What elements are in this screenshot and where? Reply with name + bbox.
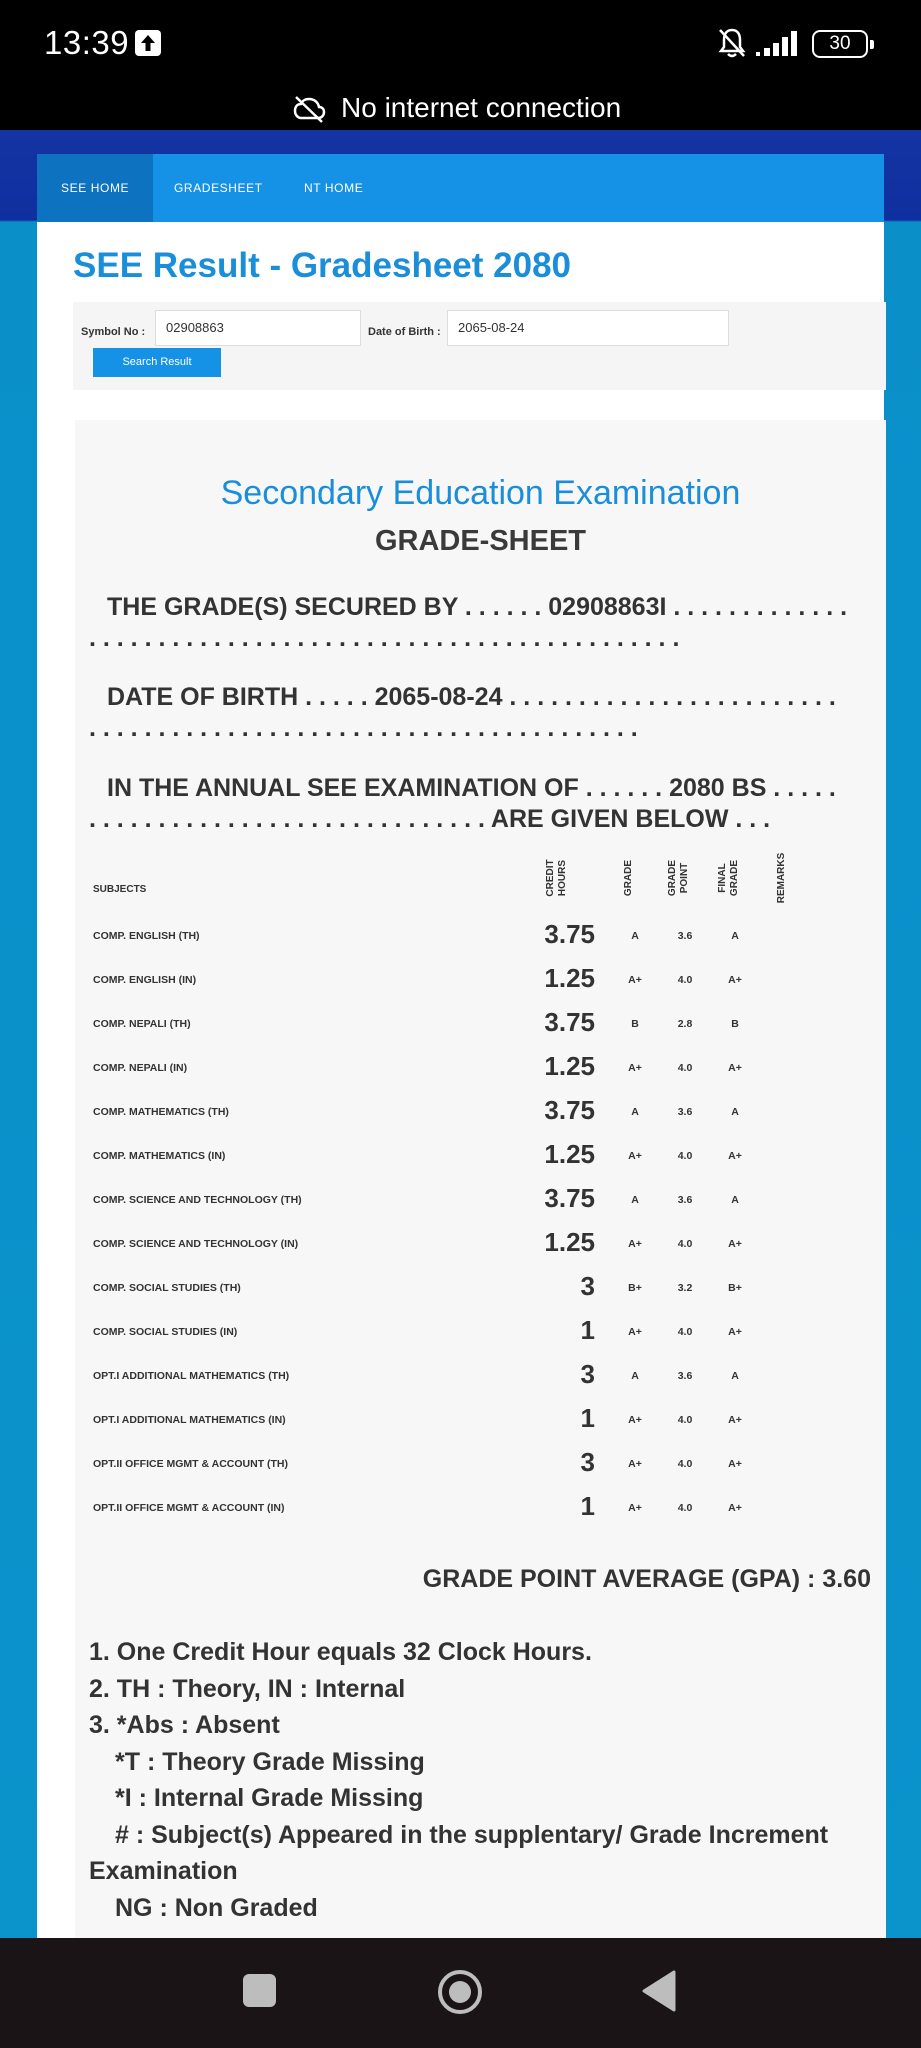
row-credit: 3.75 [544, 1007, 595, 1037]
row-grade-point: 4.0 [677, 1502, 693, 1514]
col-final-grade-2: GRADE [729, 859, 740, 897]
col-grade-point-2: POINT [679, 862, 690, 894]
secured-by-line: THE GRADE(S) SECURED BY . . . . . . 02908863I . . . . . . . . . . . . . [107, 593, 848, 621]
row-grade-point: 4.0 [677, 1062, 693, 1074]
dob-input[interactable]: 2065-08-24 [447, 310, 729, 346]
note-item: 3. *Abs : Absent [89, 1711, 280, 1739]
gradesheet [75, 420, 886, 1938]
home-button[interactable] [436, 1968, 484, 2021]
note-item: 1. One Credit Hour equals 32 Clock Hours. [89, 1638, 592, 1666]
row-grade: A+ [628, 974, 642, 986]
table-row [75, 1046, 886, 1090]
row-grade: B [631, 1018, 639, 1030]
row-grade-point: 4.0 [677, 974, 693, 986]
row-grade: B+ [628, 1282, 642, 1294]
row-grade-point: 3.6 [677, 1194, 693, 1206]
row-credit: 1 [580, 1491, 595, 1521]
row-grade-point: 4.0 [677, 1326, 693, 1338]
note-item: 2. TH : Theory, IN : Internal [89, 1674, 406, 1703]
sheet-subheading: GRADE-SHEET [374, 525, 587, 557]
gpa-summary: GRADE POINT AVERAGE (GPA) : 3.60 [422, 1565, 871, 1593]
sheet-heading: Secondary Education Examination [220, 474, 741, 512]
dob-label: Date of Birth : [368, 326, 441, 338]
row-credit: 3.75 [544, 919, 595, 949]
col-credit-hours-1: CREDIT [545, 859, 556, 897]
row-grade-point: 4.0 [677, 1458, 693, 1470]
row-final-grade: A+ [728, 1238, 742, 1250]
row-subject: COMP. MATHEMATICS (TH) [93, 1106, 229, 1118]
row-credit: 3 [580, 1447, 595, 1477]
row-grade: A+ [628, 1502, 642, 1514]
row-final-grade: B [731, 1018, 739, 1030]
notifications-off-icon [716, 26, 748, 65]
table-row [75, 1090, 886, 1134]
row-final-grade: A [731, 1106, 739, 1118]
note-item: Examination [89, 1857, 238, 1885]
nav-nt-home[interactable]: NT HOME [304, 181, 364, 195]
row-grade-point: 2.8 [677, 1018, 693, 1030]
note-item: # : Subject(s) Appeared in the supplentary/ Grade Increment [115, 1820, 829, 1849]
row-credit: 1.25 [544, 1227, 595, 1257]
row-subject: COMP. SCIENCE AND TECHNOLOGY (TH) [93, 1194, 302, 1206]
row-subject: COMP. MATHEMATICS (IN) [93, 1150, 226, 1162]
row-credit: 1 [580, 1315, 595, 1345]
recents-button[interactable] [243, 1974, 276, 2007]
row-grade-point: 4.0 [677, 1238, 693, 1250]
row-credit: 3 [580, 1271, 595, 1301]
search-result-button[interactable]: Search Result [93, 348, 221, 377]
table-row [75, 1486, 886, 1530]
row-subject: COMP. SOCIAL STUDIES (IN) [93, 1326, 238, 1338]
exam-line: IN THE ANNUAL SEE EXAMINATION OF . . . . . . 2080 BS . . . . . [107, 774, 836, 802]
row-final-grade: A [731, 930, 739, 942]
cloud-off-icon [292, 94, 326, 129]
exam-line-cont: . . . . . . . . . . . . . . . . . . . . . . . . . . . . . ARE GIVEN BELOW . . . [89, 805, 771, 833]
row-credit: 3.75 [544, 1183, 595, 1213]
row-subject: COMP. NEPALI (TH) [93, 1018, 191, 1030]
row-final-grade: A+ [728, 1150, 742, 1162]
row-subject: COMP. ENGLISH (TH) [93, 930, 200, 942]
col-grade: GRADE [623, 859, 634, 897]
row-subject: COMP. NEPALI (IN) [93, 1062, 188, 1074]
dob-line: DATE OF BIRTH . . . . . 2065-08-24 . . . . . . . . . . . . . . . . . . . . . . . . [107, 683, 836, 711]
row-final-grade: A [731, 1370, 739, 1382]
back-button[interactable] [642, 1970, 676, 2017]
row-credit: 3.75 [544, 1095, 595, 1125]
row-credit: 1.25 [544, 1051, 595, 1081]
col-final-grade-1: FINAL [717, 863, 728, 893]
network-status-text: No internet connection [341, 92, 622, 123]
row-final-grade: A+ [728, 1062, 742, 1074]
note-item: *T : Theory Grade Missing [115, 1747, 425, 1776]
table-row [75, 1398, 886, 1442]
row-grade-point: 3.2 [677, 1282, 693, 1294]
table-row [75, 1310, 886, 1354]
row-grade: A [631, 1370, 639, 1382]
col-final-grade [717, 853, 743, 903]
symbol-label: Symbol No : [81, 326, 146, 338]
row-final-grade: B+ [728, 1282, 742, 1294]
network-banner [0, 88, 921, 130]
row-credit: 1.25 [544, 963, 595, 993]
upload-icon [135, 30, 161, 56]
note-item: *I : Internal Grade Missing [115, 1784, 424, 1812]
exam-statement [89, 773, 869, 835]
note-item: NG : Non Graded [115, 1893, 318, 1922]
secured-by-dots: . . . . . . . . . . . . . . . . . . . . . . . . . . . . . . . . . . . . . . . . . . . [89, 624, 680, 652]
secured-by-statement [89, 592, 869, 654]
row-final-grade: A+ [728, 1502, 742, 1514]
col-grade-point-1: GRADE [667, 859, 678, 897]
table-row [75, 1002, 886, 1046]
table-row [75, 1266, 886, 1310]
row-subject: OPT.II OFFICE MGMT & ACCOUNT (IN) [93, 1502, 285, 1514]
dob-dots: . . . . . . . . . . . . . . . . . . . . . . . . . . . . . . . . . . . . . . . . [89, 714, 638, 742]
status-bar [0, 0, 921, 88]
row-grade: A+ [628, 1238, 642, 1250]
col-subjects: SUBJECTS [93, 884, 147, 895]
main-content [37, 222, 884, 1938]
nav-see-home[interactable]: SEE HOME [37, 154, 153, 222]
row-subject: OPT.II OFFICE MGMT & ACCOUNT (TH) [93, 1458, 289, 1470]
col-grade-point [667, 853, 693, 903]
row-grade-point: 3.6 [677, 930, 693, 942]
row-credit: 1.25 [544, 1139, 595, 1169]
row-grade-point: 3.6 [677, 1370, 693, 1382]
row-grade-point: 4.0 [677, 1414, 693, 1426]
top-nav [37, 154, 884, 222]
row-credit: 3 [580, 1359, 595, 1389]
row-grade: A+ [628, 1062, 642, 1074]
row-final-grade: A [731, 1194, 739, 1206]
row-grade: A+ [628, 1414, 642, 1426]
row-grade-point: 3.6 [677, 1106, 693, 1118]
table-row [75, 1178, 886, 1222]
row-grade-point: 4.0 [677, 1150, 693, 1162]
row-credit: 1 [580, 1403, 595, 1433]
row-subject: COMP. SOCIAL STUDIES (TH) [93, 1282, 241, 1294]
table-row [75, 1442, 886, 1486]
table-row [75, 958, 886, 1002]
row-final-grade: A+ [728, 1326, 742, 1338]
row-grade: A+ [628, 1150, 642, 1162]
page-title: SEE Result - Gradesheet 2080 [73, 246, 571, 285]
row-grade: A [631, 1106, 639, 1118]
row-final-grade: A+ [728, 974, 742, 986]
nav-gradesheet[interactable]: GRADESHEET [174, 181, 263, 195]
row-final-grade: A+ [728, 1414, 742, 1426]
row-subject: OPT.I ADDITIONAL MATHEMATICS (TH) [93, 1370, 290, 1382]
col-remarks: REMARKS [776, 852, 787, 904]
row-final-grade: A+ [728, 1458, 742, 1470]
row-subject: COMP. SCIENCE AND TECHNOLOGY (IN) [93, 1238, 299, 1250]
row-subject: COMP. ENGLISH (IN) [93, 974, 197, 986]
table-row [75, 1134, 886, 1178]
table-row [75, 1354, 886, 1398]
col-credit-hours-2: HOURS [557, 859, 568, 897]
status-time: 13:39 [44, 24, 130, 61]
symbol-input[interactable]: 02908863 [155, 310, 361, 346]
battery-icon: 30 [812, 30, 868, 58]
dob-statement [89, 682, 869, 744]
signal-icon [756, 30, 802, 63]
table-row [75, 1222, 886, 1266]
row-subject: OPT.I ADDITIONAL MATHEMATICS (IN) [93, 1414, 286, 1426]
col-credit-hours [545, 853, 571, 903]
row-grade: A [631, 1194, 639, 1206]
row-grade: A+ [628, 1326, 642, 1338]
table-row [75, 914, 886, 958]
row-grade: A+ [628, 1458, 642, 1470]
notes [89, 1634, 879, 1926]
row-grade: A [631, 930, 639, 942]
